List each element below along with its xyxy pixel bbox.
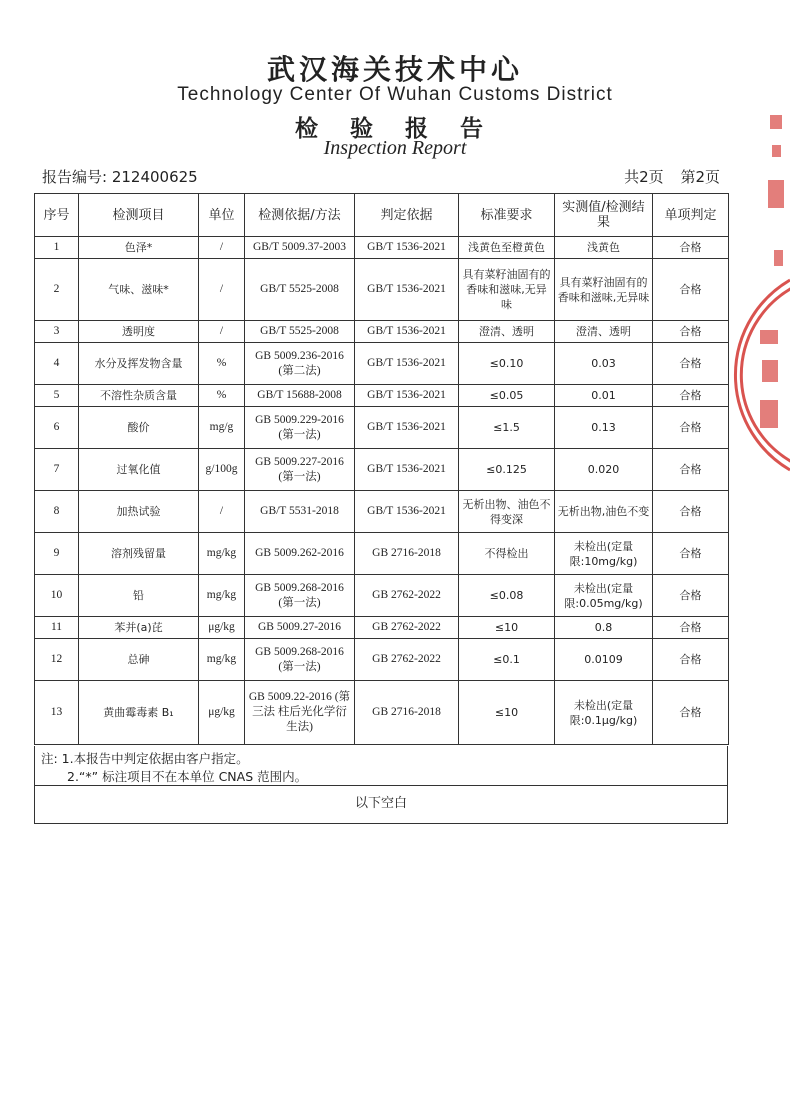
unit: mg/kg: [199, 575, 245, 617]
report-number: 报告编号: 212400625: [42, 168, 198, 186]
judgment-basis: GB 2762-2022: [355, 639, 459, 681]
measured-result: 浅黄色: [555, 237, 653, 259]
test-item: 黄曲霉毒素 B₁: [79, 681, 199, 745]
test-method: GB/T 15688-2008: [245, 385, 355, 407]
measured-result: 0.0109: [555, 639, 653, 681]
judgment-basis: GB/T 1536-2021: [355, 237, 459, 259]
unit: /: [199, 237, 245, 259]
table-row: [35, 681, 729, 745]
row-number: 4: [35, 343, 79, 385]
unit: μg/kg: [199, 617, 245, 639]
test-method: GB/T 5525-2008: [245, 259, 355, 321]
measured-result: 未检出(定量限:0.1μg/kg): [555, 681, 653, 745]
test-method: GB/T 5525-2008: [245, 321, 355, 343]
standard-requirement: ≤1.5: [459, 407, 555, 449]
verdict: 合格: [653, 533, 729, 575]
table-row: [35, 533, 729, 575]
unit: /: [199, 259, 245, 321]
verdict: 合格: [653, 385, 729, 407]
col-header: 单项判定: [653, 194, 729, 237]
test-method: GB 5009.268-2016 (第一法): [245, 639, 355, 681]
test-method: GB 5009.262-2016: [245, 533, 355, 575]
test-item: 色泽*: [79, 237, 199, 259]
judgment-basis: GB/T 1536-2021: [355, 385, 459, 407]
row-number: 5: [35, 385, 79, 407]
verdict: 合格: [653, 639, 729, 681]
verdict: 合格: [653, 681, 729, 745]
table-row: [35, 407, 729, 449]
test-method: GB 5009.22-2016 (第三法 柱后光化学衍生法): [245, 681, 355, 745]
test-method: GB 5009.268-2016 (第一法): [245, 575, 355, 617]
row-number: 9: [35, 533, 79, 575]
table-header-row: [35, 194, 729, 237]
verdict: 合格: [653, 575, 729, 617]
test-item: 水分及挥发物含量: [79, 343, 199, 385]
standard-requirement: 具有菜籽油固有的香味和滋味,无异味: [459, 259, 555, 321]
table-row: [35, 385, 729, 407]
verdict: 合格: [653, 259, 729, 321]
judgment-basis: GB 2762-2022: [355, 575, 459, 617]
test-item: 过氧化值: [79, 449, 199, 491]
row-number: 10: [35, 575, 79, 617]
row-number: 1: [35, 237, 79, 259]
unit: mg/g: [199, 407, 245, 449]
row-number: 11: [35, 617, 79, 639]
blank-below-note: 以下空白: [34, 786, 728, 824]
standard-requirement: 无析出物、油色不得变深: [459, 491, 555, 533]
report-title-en: Inspection Report: [323, 137, 467, 159]
col-header: 检测项目: [79, 194, 199, 237]
verdict: 合格: [653, 343, 729, 385]
page-info: 共2页 第2页: [624, 168, 720, 186]
standard-requirement: 浅黄色至橙黄色: [459, 237, 555, 259]
test-item: 酸价: [79, 407, 199, 449]
table-row: [35, 343, 729, 385]
table-row: [35, 237, 729, 259]
note-2: 2.“*” 标注项目不在本单位 CNAS 范围内。: [67, 769, 308, 784]
verdict: 合格: [653, 237, 729, 259]
organization-name-cn: 武汉海关技术中心: [266, 53, 523, 86]
unit: μg/kg: [199, 681, 245, 745]
table-row: [35, 575, 729, 617]
table-row: [35, 491, 729, 533]
col-header: 标准要求: [459, 194, 555, 237]
judgment-basis: GB/T 1536-2021: [355, 343, 459, 385]
table-row: [35, 259, 729, 321]
test-method: GB 5009.27-2016: [245, 617, 355, 639]
measured-result: 无析出物,油色不变: [555, 491, 653, 533]
judgment-basis: GB 2716-2018: [355, 533, 459, 575]
row-number: 2: [35, 259, 79, 321]
test-item: 透明度: [79, 321, 199, 343]
unit: %: [199, 385, 245, 407]
measured-result: 0.020: [555, 449, 653, 491]
measured-result: 0.8: [555, 617, 653, 639]
test-method: GB/T 5009.37-2003: [245, 237, 355, 259]
col-header: 单位: [199, 194, 245, 237]
verdict: 合格: [653, 321, 729, 343]
unit: %: [199, 343, 245, 385]
note-1: 注: 1.本报告中判定依据由客户指定。: [41, 751, 249, 766]
measured-result: 澄清、透明: [555, 321, 653, 343]
standard-requirement: 不得检出: [459, 533, 555, 575]
measured-result: 0.13: [555, 407, 653, 449]
standard-requirement: ≤0.1: [459, 639, 555, 681]
test-item: 气味、滋味*: [79, 259, 199, 321]
table-row: [35, 639, 729, 681]
official-seal-stamp: [730, 110, 790, 490]
test-item: 铅: [79, 575, 199, 617]
col-header: 序号: [35, 194, 79, 237]
measured-result: 0.03: [555, 343, 653, 385]
judgment-basis: GB 2716-2018: [355, 681, 459, 745]
row-number: 6: [35, 407, 79, 449]
organization-name-en: Technology Center Of Wuhan Customs District: [177, 84, 613, 105]
test-item: 苯并(a)芘: [79, 617, 199, 639]
notes-section: [34, 746, 728, 786]
col-header: 检测依据/方法: [245, 194, 355, 237]
unit: g/100g: [199, 449, 245, 491]
standard-requirement: ≤0.05: [459, 385, 555, 407]
unit: mg/kg: [199, 639, 245, 681]
unit: /: [199, 491, 245, 533]
standard-requirement: ≤0.125: [459, 449, 555, 491]
judgment-basis: GB/T 1536-2021: [355, 449, 459, 491]
measured-result: 未检出(定量限:0.05mg/kg): [555, 575, 653, 617]
col-header: 判定依据: [355, 194, 459, 237]
test-method: GB 5009.236-2016 (第二法): [245, 343, 355, 385]
results-table: [34, 193, 729, 745]
test-method: GB 5009.227-2016 (第一法): [245, 449, 355, 491]
test-item: 不溶性杂质含量: [79, 385, 199, 407]
test-item: 总砷: [79, 639, 199, 681]
judgment-basis: GB/T 1536-2021: [355, 259, 459, 321]
verdict: 合格: [653, 407, 729, 449]
verdict: 合格: [653, 617, 729, 639]
judgment-basis: GB 2762-2022: [355, 617, 459, 639]
row-number: 3: [35, 321, 79, 343]
row-number: 13: [35, 681, 79, 745]
table-row: [35, 321, 729, 343]
standard-requirement: 澄清、透明: [459, 321, 555, 343]
test-method: GB/T 5531-2018: [245, 491, 355, 533]
measured-result: 0.01: [555, 385, 653, 407]
unit: /: [199, 321, 245, 343]
row-number: 7: [35, 449, 79, 491]
table-row: [35, 449, 729, 491]
standard-requirement: ≤10: [459, 681, 555, 745]
test-item: 加热试验: [79, 491, 199, 533]
standard-requirement: ≤0.08: [459, 575, 555, 617]
judgment-basis: GB/T 1536-2021: [355, 491, 459, 533]
unit: mg/kg: [199, 533, 245, 575]
judgment-basis: GB/T 1536-2021: [355, 321, 459, 343]
standard-requirement: ≤10: [459, 617, 555, 639]
measured-result: 具有菜籽油固有的香味和滋味,无异味: [555, 259, 653, 321]
measured-result: 未检出(定量限:10mg/kg): [555, 533, 653, 575]
table-row: [35, 617, 729, 639]
row-number: 12: [35, 639, 79, 681]
standard-requirement: ≤0.10: [459, 343, 555, 385]
row-number: 8: [35, 491, 79, 533]
report-title-cn: 检 验 报 告: [294, 116, 496, 142]
verdict: 合格: [653, 491, 729, 533]
test-method: GB 5009.229-2016 (第一法): [245, 407, 355, 449]
verdict: 合格: [653, 449, 729, 491]
test-item: 溶剂残留量: [79, 533, 199, 575]
col-header: 实测值/检测结果: [555, 194, 653, 237]
judgment-basis: GB/T 1536-2021: [355, 407, 459, 449]
